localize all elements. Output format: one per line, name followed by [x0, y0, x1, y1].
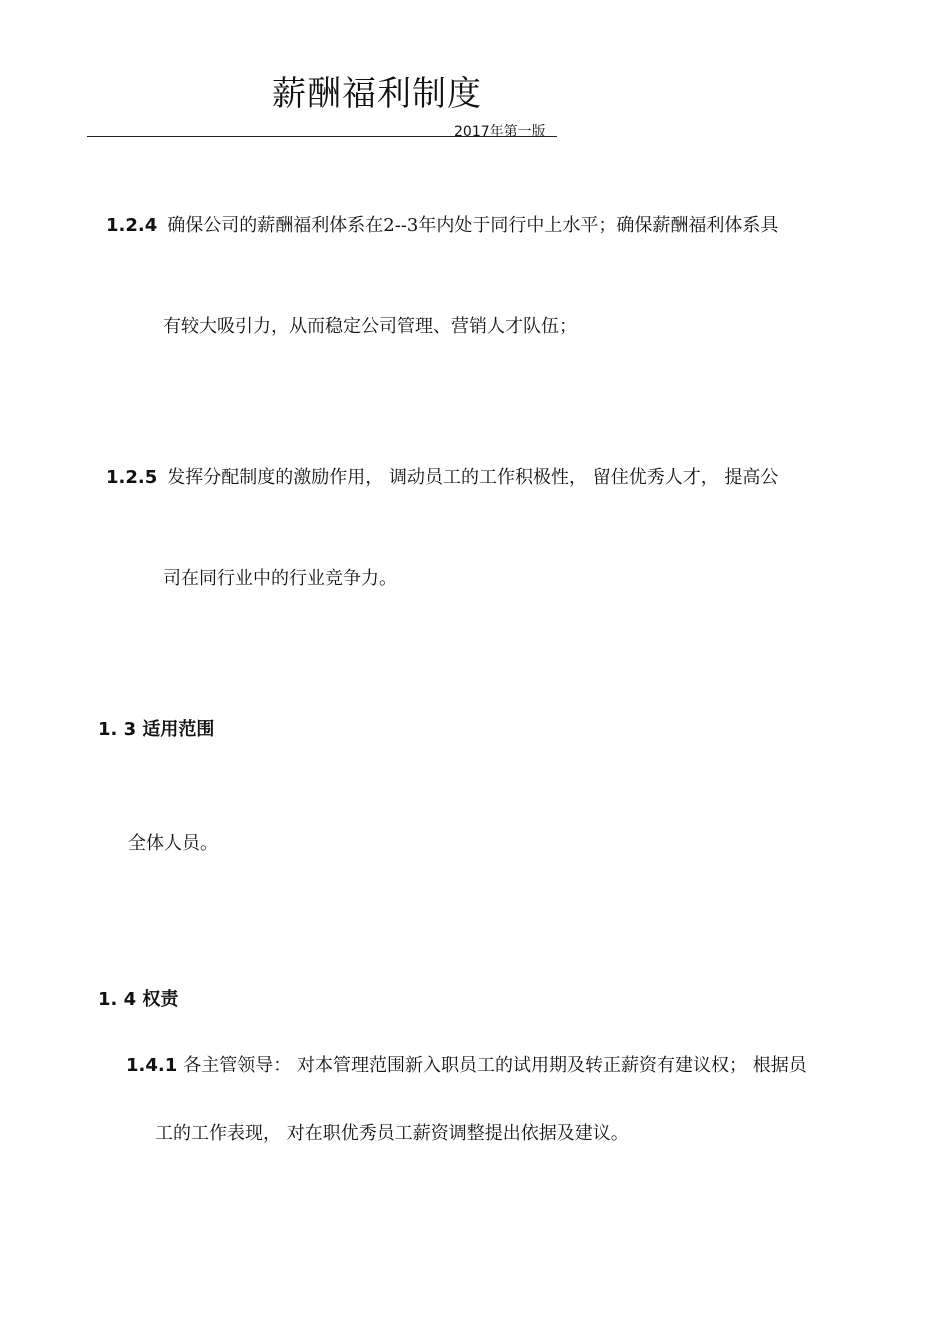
clause-number: 1.4.1 — [126, 1055, 178, 1076]
clause-1-2-4-second-line: 有较大吸引力，从而稳定公司管理、营销人才队伍； — [163, 316, 577, 337]
clause-text: 发挥分配制度的激励作用， 调动员工的工作积极性， 留住优秀人才， 提高公 — [167, 467, 779, 488]
clause-1-2-5-first-line — [106, 466, 778, 490]
clause-1-2-5-second-line: 司在同行业中的行业竞争力。 — [163, 568, 397, 589]
edition-label: 2017年第一版 — [454, 124, 546, 140]
clause-1-4-1-second-line: 工的工作表现， 对在职优秀员工薪资调整提出依据及建议。 — [155, 1123, 629, 1144]
clause-1-4-1-first-line — [126, 1054, 807, 1078]
clause-1-2-4-first-line — [106, 214, 778, 238]
clause-number: 1.2.4 — [106, 215, 158, 236]
section-1-3-body: 全体人员。 — [128, 833, 218, 854]
section-heading-1-3: 1. 3 适用范围 — [98, 719, 215, 740]
section-heading-1-4: 1. 4 权责 — [98, 989, 179, 1010]
clause-text: 各主管领导： 对本管理范围新入职员工的试用期及转正薪资有建议权； 根据员 — [183, 1055, 807, 1076]
clause-number: 1.2.5 — [106, 467, 158, 488]
document-title: 薪酬福利制度 — [272, 74, 482, 114]
clause-text: 确保公司的薪酬福利体系在2--3年内处于同行中上水平；确保薪酬福利体系具 — [167, 215, 779, 236]
